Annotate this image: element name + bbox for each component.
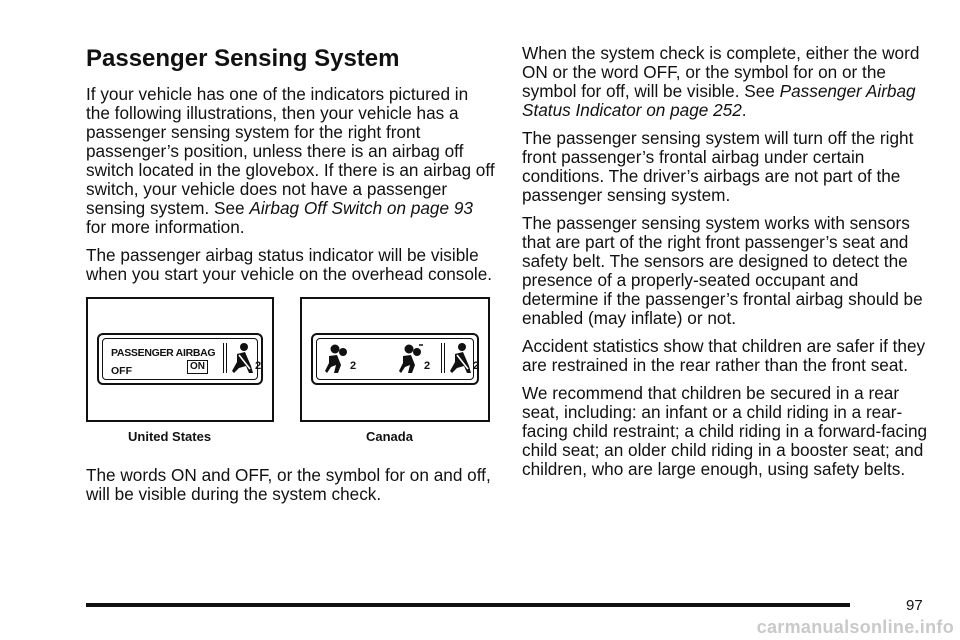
us-indicator-panel — [86, 297, 274, 422]
canada-indicator-panel — [300, 297, 490, 422]
intro-paragraph — [86, 85, 496, 237]
sensors-paragraph: The passenger sensing system works with sensors that are part of the right front passenger’s seat and safety belt. The sensors are designed to detect the presence of a properly-seated occupant and determine if the passenger’s frontal airbag should be enabled (may inflate) or not. — [522, 213, 923, 328]
page-title: Passenger Sensing System — [86, 45, 400, 72]
caption-united-states: United States — [128, 429, 212, 444]
us-indicator-display — [97, 333, 263, 385]
off-label: OFF — [111, 365, 132, 377]
display-divider — [223, 343, 227, 373]
seated-passenger-icon — [449, 342, 473, 376]
intro-tail: for more information. — [86, 217, 245, 237]
check-complete-tail: . — [741, 100, 747, 120]
indicator-visibility-paragraph: The passenger airbag status indicator will be visible when you start your vehicle on the overhead console. — [86, 245, 493, 284]
system-check-complete-paragraph — [522, 44, 932, 120]
airbag-off-icon — [399, 343, 425, 375]
right-column — [522, 44, 932, 488]
seated-passenger-icon — [231, 342, 255, 376]
seat-position-number: 2 — [473, 360, 480, 372]
page-number: 97 — [906, 597, 923, 614]
accident-statistics-paragraph: Accident statistics show that children are safer if they are restrained in the rear rather than the front seat. — [522, 336, 926, 375]
display-divider — [441, 343, 445, 373]
intro-text: If your vehicle has one of the indicators pictured in the following illustrations, then your vehicle has a passenger sensing system for the right front passenger’s position, unless there is an airbag off switch located in the glovebox. If there is an airbag off switch, your vehicle does not have a passenger sensing system. See — [86, 84, 495, 218]
airbag-off-switch-reference: Airbag Off Switch on page 93 — [249, 198, 473, 218]
on-label: ON — [187, 360, 208, 374]
child-seating-paragraph: We recommend that children be secured in a rear seat, including: an infant or a child riding in a rear-facing child restraint; a child riding in a forward-facing child seat; an older child riding in a booster seat; and children, who are large enough, using safety belts. — [522, 383, 928, 479]
check-complete-text: When the system check is complete, either the word ON or the word OFF, or the symbol for on or the symbol for off, will be visible. See — [522, 43, 920, 101]
status-indicator-reference: Passenger Airbag Status Indicator on page 252 — [522, 81, 916, 120]
watermark: carmanualsonline.info — [756, 617, 954, 637]
airbag-on-icon — [325, 343, 351, 375]
left-column — [86, 44, 496, 513]
indicator-illustration — [86, 297, 496, 451]
caption-canada: Canada — [366, 429, 413, 444]
footer-rule — [86, 603, 850, 607]
seat-position-number: 2 — [255, 360, 262, 372]
airbag-off-number: 2 — [424, 360, 431, 372]
airbag-on-number: 2 — [350, 360, 357, 372]
canada-indicator-display — [311, 333, 479, 385]
passenger-airbag-label: PASSENGER AIRBAG — [111, 347, 216, 359]
airbag-turn-off-paragraph: The passenger sensing system will turn off the right front passenger’s frontal airbag under certain conditions. The driver’s airbags are not part of the passenger sensing system. — [522, 128, 914, 205]
system-check-paragraph: The words ON and OFF, or the symbol for on and off, will be visible during the system check. — [86, 465, 491, 504]
